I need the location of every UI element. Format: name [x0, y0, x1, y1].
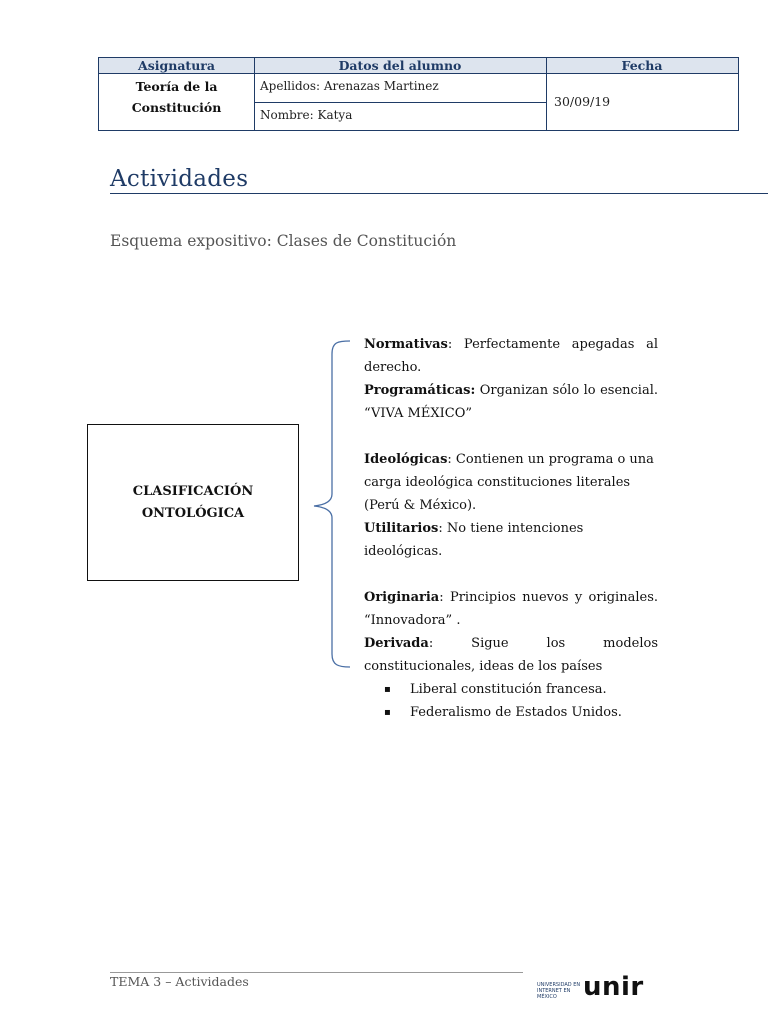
programaticas-text: Organizan sólo lo esencial.: [475, 383, 658, 398]
list-item: ▪ Federalismo de Estados Unidos.: [364, 701, 658, 724]
term-derivada: Derivada: [364, 636, 429, 651]
surname-field: Apellidos: Arenazas Martinez: [260, 79, 439, 93]
col-student-header: Datos del alumno: [338, 58, 462, 73]
item-normativas: [364, 333, 658, 356]
section-subtitle: Esquema expositivo: Clases de Constitución: [110, 232, 457, 250]
table-divider: [254, 58, 255, 130]
normativas-text: : Perfectamente apegadas al: [447, 337, 658, 352]
derivada-bullets: [364, 678, 658, 724]
classification-box: [87, 424, 299, 581]
item-ideologicas: [364, 448, 658, 517]
table-divider: [546, 58, 547, 130]
term-programaticas: Programáticas:: [364, 383, 476, 398]
item-utilitarios: [364, 517, 658, 563]
normativas-continuation: derecho.: [364, 360, 422, 375]
derivada-text: : Sigue los modelos: [428, 636, 658, 651]
curly-brace: [310, 336, 354, 670]
derivada-continuation: constitucionales, ideas de los países: [364, 659, 603, 674]
item-originaria: [364, 586, 658, 609]
term-utilitarios: Utilitarios: [364, 521, 439, 536]
item-programaticas: [364, 379, 658, 402]
logo-subtext: UNIVERSIDAD EN INTERNET EN MÉXICO: [537, 982, 581, 1000]
term-normativas: Normativas: [364, 337, 448, 352]
programaticas-quote: “VIVA MÉXICO”: [364, 406, 472, 421]
name-field: Nombre: Katya: [260, 108, 353, 122]
classification-list: [364, 333, 658, 724]
unir-logo: unir: [583, 972, 644, 1002]
page-title: Actividades: [110, 166, 249, 192]
term-ideologicas: Ideológicas: [364, 452, 448, 467]
list-item: ▪ Liberal constitución francesa.: [364, 678, 658, 701]
originaria-quote: “Innovadora” .: [364, 613, 461, 628]
header-table: [98, 57, 739, 131]
footer-rule: [110, 972, 523, 973]
subject-value: Teoría de la Constitución: [131, 79, 222, 115]
footer-text: TEMA 3 – Actividades: [110, 974, 249, 989]
table-divider: [254, 102, 546, 103]
term-originaria: Originaria: [364, 590, 440, 605]
item-derivada: [364, 632, 658, 655]
col-subject-header: Asignatura: [138, 58, 215, 73]
classification-label: CLASIFICACIÓN ONTOLÓGICA: [132, 483, 254, 521]
originaria-text: : Principios nuevos y originales.: [439, 590, 658, 605]
date-value: 30/09/19: [554, 94, 611, 109]
utilitarios-text: : No tiene intenciones ideológicas.: [364, 521, 584, 559]
ideologicas-text: : Contienen un programa o una carga ideológica constituciones literales (Perú & México).: [364, 452, 654, 513]
col-date-header: Fecha: [621, 58, 663, 73]
title-rule: [110, 193, 768, 194]
